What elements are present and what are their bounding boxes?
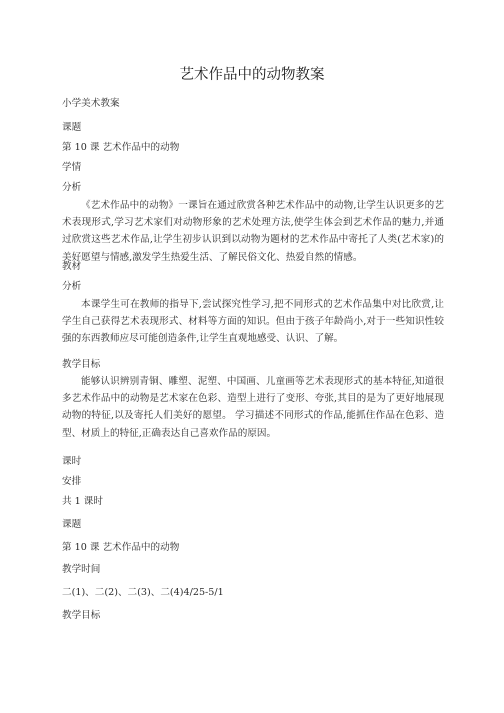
student-analysis-paragraph: 《艺术作品中的动物》一课旨在通过欣赏各种艺术作品中的动物,让学生认识更多的艺术表现形式,学习艺术家们对动物形象的艺术处理方法,使学生体会到艺术作品的魅力,并通过欣赏这些艺术作品,让学生初步认识到以动物为题材的艺术作品中寄托了人类(艺术家)的美好愿望与情感,激发学生热爱生活、了解民俗文化、热爱自然的情感。 (62, 200, 444, 263)
lesson-title: 第 10 课 艺术作品中的动物 (62, 142, 180, 153)
teaching-time-classes: 二(1)、二(2)、二(3)、二(4)4/25-5/1 (62, 587, 224, 598)
label-analysis-2: 分析 (62, 281, 82, 292)
label-analysis: 分析 (62, 182, 82, 193)
label-teaching-time: 教学时间 (62, 564, 101, 575)
label-teaching-goals-2: 教学目标 (62, 610, 101, 621)
lesson-title-2: 第 10 课 艺术作品中的动物 (62, 542, 180, 553)
label-topic-2: 课题 (62, 519, 82, 530)
class-hours-count: 共 1 课时 (62, 496, 103, 507)
label-teaching-goals: 教学目标 (62, 359, 101, 370)
label-topic: 课题 (62, 122, 82, 133)
textbook-analysis-paragraph: 本课学生可在教师的指导下,尝试探究性学习,把不同形式的艺术作品集中对比欣赏,让学生自己获得艺术表现形式、材料等方面的知识。但由于孩子年龄尚小,对于一些知识性较强的东西教师应尽可能创造条件,让学生直观地感受、认识、了解。 (62, 299, 444, 345)
label-textbook: 教材 (62, 261, 82, 272)
document-title: 艺术作品中的动物教案 (179, 67, 325, 83)
teaching-goals-paragraph: 能够认识辨别青铜、雕塑、泥塑、中国画、儿童画等艺术表现形式的基本特征,知道很多艺术作品中的动物是艺术家在色彩、造型上进行了变形、夸张,其目的是为了更好地展现动物的特征,以及寄托人们美好的愿望。 学习描述不同形式的作品,能抓住作品在色彩、造型、材质上的特征,正确表达自己喜欢作品的原因。 (62, 376, 444, 439)
label-class-hours: 课时 (62, 456, 82, 467)
subtitle-text: 小学美术教案 (62, 98, 120, 109)
label-arrangement: 安排 (62, 476, 82, 487)
label-student-situation: 学情 (62, 162, 82, 173)
